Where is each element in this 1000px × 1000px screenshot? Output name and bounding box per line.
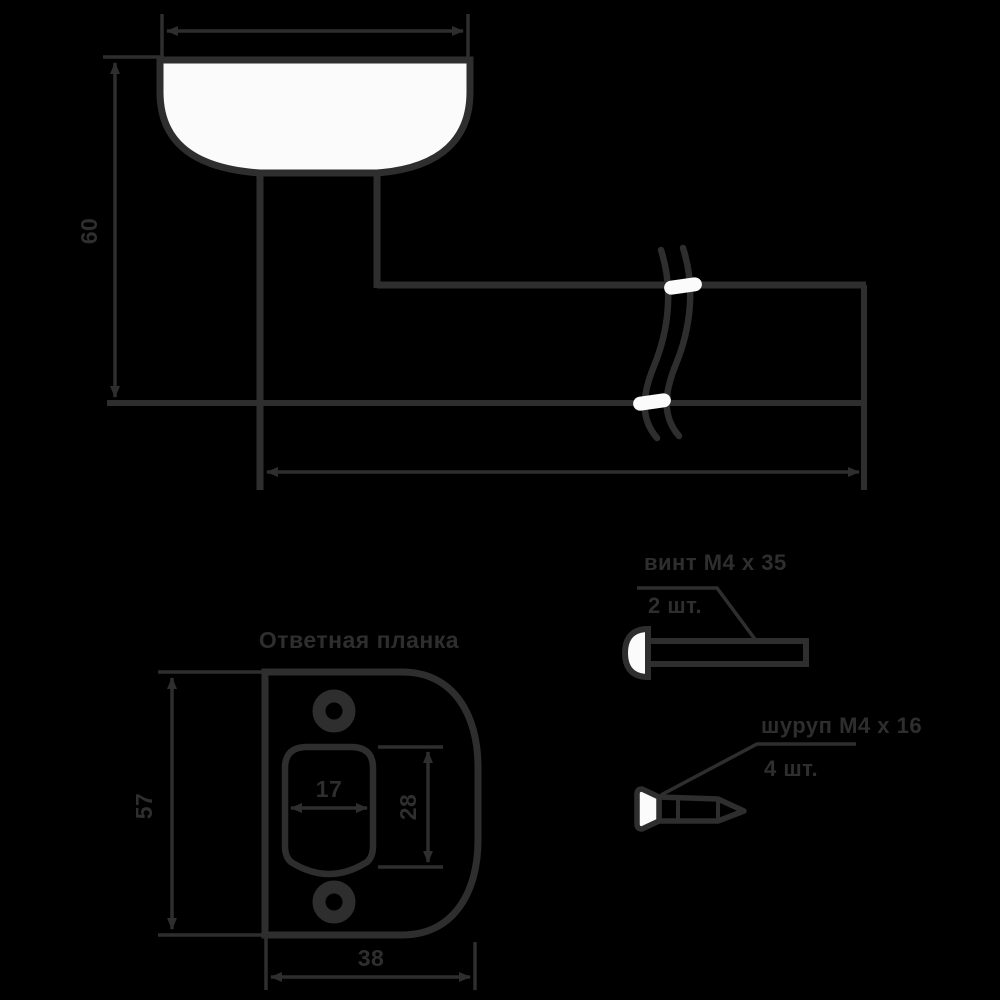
screw-group	[637, 713, 922, 829]
plate-width-dimension-value: 38	[357, 945, 385, 971]
strike-plate-view	[131, 627, 478, 990]
screw-head	[637, 789, 659, 829]
strike-plate-title: Ответная планка	[258, 627, 460, 653]
bolt-qty: 2 шт.	[648, 593, 703, 618]
knob-cap-profile	[160, 60, 470, 173]
slot-height-dimension-value: 28	[395, 793, 421, 821]
bolt-group	[625, 550, 806, 677]
strike-plate-hole-bottom	[319, 887, 349, 917]
handle-height-dimension-value: 60	[76, 217, 102, 245]
handle-side-view	[76, 14, 866, 490]
bolt-shaft	[648, 641, 806, 664]
plate-height-dimension-value: 57	[131, 792, 157, 820]
bolt-label: винт M4 x 35	[644, 550, 787, 575]
screw-leader-line	[661, 744, 856, 795]
screw-qty: 4 шт.	[764, 756, 819, 781]
strike-plate-hole-top	[319, 696, 349, 726]
slot-width-dimension-value: 17	[315, 776, 343, 802]
latch-slot-outline	[285, 747, 373, 874]
fasteners	[625, 550, 922, 829]
screw-shaft	[659, 797, 744, 821]
bolt-head	[625, 629, 648, 677]
screw-label: шуруп M4 x 16	[761, 713, 923, 738]
